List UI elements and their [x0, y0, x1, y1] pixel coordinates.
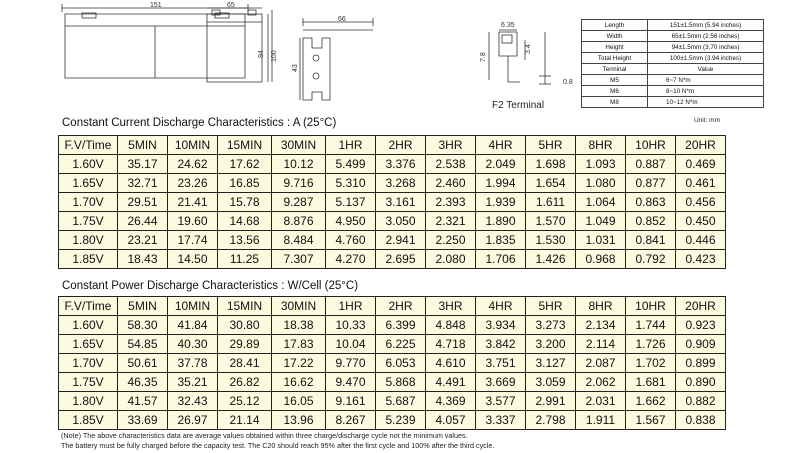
power-discharge-table	[58, 296, 726, 430]
unit-note: Unit: mm	[694, 117, 720, 124]
voltage-cell: 1.85V	[59, 411, 118, 430]
value-cell: 1.744	[626, 316, 676, 335]
table-header-row	[59, 297, 726, 316]
spec-value: 8~10 N*m	[648, 86, 764, 97]
spec-value: Value	[648, 64, 764, 75]
spec-value: 6~7 N*m	[648, 75, 764, 86]
value-cell: 0.469	[676, 155, 726, 174]
value-cell: 1.835	[476, 231, 526, 250]
value-cell: 3.268	[376, 174, 426, 193]
table-row	[59, 411, 726, 430]
value-cell: 1.706	[476, 250, 526, 269]
voltage-cell: 1.60V	[59, 316, 118, 335]
column-header: F.V/Time	[59, 297, 118, 316]
table-row	[59, 392, 726, 411]
f2-width-dim: 6.35	[501, 22, 515, 29]
spec-row	[582, 31, 764, 42]
value-cell: 3.127	[526, 354, 576, 373]
value-cell: 5.499	[326, 155, 376, 174]
f2-terminal-label: F2 Terminal	[492, 100, 545, 111]
value-cell: 0.838	[676, 411, 726, 430]
terminal-height-dim: 43	[292, 64, 299, 72]
value-cell: 1.570	[526, 212, 576, 231]
value-cell: 2.321	[426, 212, 476, 231]
current-discharge-title: Constant Current Discharge Characteristics : A (25°C)	[62, 117, 337, 129]
spec-value: 151±1.5mm (5.94 inches)	[648, 20, 764, 31]
spec-key: M5	[582, 75, 648, 86]
table-row	[59, 316, 726, 335]
value-cell: 16.62	[272, 373, 326, 392]
spec-key: Height	[582, 42, 648, 53]
column-header: 10HR	[626, 297, 676, 316]
column-header: 4HR	[476, 297, 526, 316]
value-cell: 21.41	[168, 193, 218, 212]
value-cell: 1.064	[576, 193, 626, 212]
value-cell: 7.307	[272, 250, 326, 269]
value-cell: 2.695	[376, 250, 426, 269]
value-cell: 5.687	[376, 392, 426, 411]
column-header: 30MIN	[272, 136, 326, 155]
value-cell: 41.57	[118, 392, 168, 411]
value-cell: 5.310	[326, 174, 376, 193]
current-discharge-table-body	[59, 136, 726, 269]
table-row	[59, 155, 726, 174]
value-cell: 2.080	[426, 250, 476, 269]
value-cell: 32.71	[118, 174, 168, 193]
spec-row	[582, 20, 764, 31]
table-row	[59, 250, 726, 269]
value-cell: 1.049	[576, 212, 626, 231]
value-cell: 3.273	[526, 316, 576, 335]
value-cell: 35.17	[118, 155, 168, 174]
terminal-row	[582, 97, 764, 108]
voltage-cell: 1.80V	[59, 392, 118, 411]
value-cell: 17.74	[168, 231, 218, 250]
value-cell: 5.137	[326, 193, 376, 212]
value-cell: 14.68	[218, 212, 272, 231]
table-header-row	[59, 136, 726, 155]
value-cell: 17.83	[272, 335, 326, 354]
notes	[61, 431, 494, 451]
value-cell: 5.239	[376, 411, 426, 430]
value-cell: 11.25	[218, 250, 272, 269]
value-cell: 2.250	[426, 231, 476, 250]
value-cell: 3.050	[376, 212, 426, 231]
value-cell: 1.911	[576, 411, 626, 430]
value-cell: 1.611	[526, 193, 576, 212]
value-cell: 4.491	[426, 373, 476, 392]
value-cell: 4.057	[426, 411, 476, 430]
table-row	[59, 231, 726, 250]
value-cell: 1.530	[526, 231, 576, 250]
value-cell: 2.087	[576, 354, 626, 373]
f2-tab-dim: 3.4	[525, 44, 532, 54]
value-cell: 2.114	[576, 335, 626, 354]
value-cell: 2.991	[526, 392, 576, 411]
value-cell: 2.798	[526, 411, 576, 430]
spec-row	[582, 42, 764, 53]
value-cell: 3.376	[376, 155, 426, 174]
value-cell: 26.44	[118, 212, 168, 231]
table-row	[59, 193, 726, 212]
value-cell: 1.994	[476, 174, 526, 193]
terminal-row	[582, 86, 764, 97]
value-cell: 0.899	[676, 354, 726, 373]
value-cell: 0.863	[626, 193, 676, 212]
spec-key: Length	[582, 20, 648, 31]
value-cell: 1.726	[626, 335, 676, 354]
spec-key: Width	[582, 31, 648, 42]
value-cell: 4.369	[426, 392, 476, 411]
column-header: 4HR	[476, 136, 526, 155]
power-discharge-table-body	[59, 297, 726, 430]
spec-value: 10~12 N*m	[648, 97, 764, 108]
column-header: 3HR	[426, 297, 476, 316]
note-line: The battery must be fully charged before the capacity test. The C20 should reach 95% after the first cycle and 100% after the third cycle.	[61, 441, 495, 450]
value-cell: 21.14	[218, 411, 272, 430]
value-cell: 0.909	[676, 335, 726, 354]
value-cell: 0.968	[576, 250, 626, 269]
value-cell: 2.460	[426, 174, 476, 193]
value-cell: 2.941	[376, 231, 426, 250]
value-cell: 3.577	[476, 392, 526, 411]
value-cell: 10.04	[326, 335, 376, 354]
value-cell: 23.21	[118, 231, 168, 250]
value-cell: 1.093	[576, 155, 626, 174]
value-cell: 18.43	[118, 250, 168, 269]
front-length-dim: 151	[150, 2, 162, 9]
specification-table	[581, 19, 764, 108]
value-cell: 2.062	[576, 373, 626, 392]
value-cell: 25.12	[218, 392, 272, 411]
value-cell: 23.26	[168, 174, 218, 193]
value-cell: 0.841	[626, 231, 676, 250]
value-cell: 8.484	[272, 231, 326, 250]
value-cell: 6.225	[376, 335, 426, 354]
value-cell: 2.538	[426, 155, 476, 174]
value-cell: 9.161	[326, 392, 376, 411]
value-cell: 46.35	[118, 373, 168, 392]
value-cell: 3.200	[526, 335, 576, 354]
value-cell: 10.33	[326, 316, 376, 335]
note-line: (Note) The above characteristics data are average values obtained within three charge/discharge cycle not the minimum values.	[61, 431, 468, 440]
value-cell: 40.30	[168, 335, 218, 354]
current-discharge-table	[58, 135, 726, 269]
value-cell: 0.456	[676, 193, 726, 212]
value-cell: 4.950	[326, 212, 376, 231]
voltage-cell: 1.80V	[59, 231, 118, 250]
value-cell: 1.702	[626, 354, 676, 373]
value-cell: 9.770	[326, 354, 376, 373]
column-header: 5MIN	[118, 136, 168, 155]
terminal-header-row	[582, 64, 764, 75]
value-cell: 3.161	[376, 193, 426, 212]
value-cell: 4.760	[326, 231, 376, 250]
value-cell: 8.876	[272, 212, 326, 231]
value-cell: 17.22	[272, 354, 326, 373]
value-cell: 3.669	[476, 373, 526, 392]
column-header: 20HR	[676, 297, 726, 316]
value-cell: 1.654	[526, 174, 576, 193]
spec-value: 65±1.5mm (2.56 inches)	[648, 31, 764, 42]
side-width-dim: 65	[227, 2, 235, 9]
value-cell: 2.134	[576, 316, 626, 335]
value-cell: 0.423	[676, 250, 726, 269]
column-header: 15MIN	[218, 136, 272, 155]
value-cell: 1.890	[476, 212, 526, 231]
value-cell: 9.716	[272, 174, 326, 193]
value-cell: 32.43	[168, 392, 218, 411]
value-cell: 17.62	[218, 155, 272, 174]
value-cell: 1.681	[626, 373, 676, 392]
value-cell: 14.50	[168, 250, 218, 269]
value-cell: 37.78	[168, 354, 218, 373]
column-header: 10HR	[626, 136, 676, 155]
value-cell: 1.939	[476, 193, 526, 212]
value-cell: 35.21	[168, 373, 218, 392]
column-header: 15MIN	[218, 297, 272, 316]
column-header: 5HR	[526, 297, 576, 316]
voltage-cell: 1.75V	[59, 212, 118, 231]
side-total-height-dim: 100	[271, 50, 278, 62]
voltage-cell: 1.75V	[59, 373, 118, 392]
column-header: 2HR	[376, 297, 426, 316]
column-header: 1HR	[326, 297, 376, 316]
voltage-cell: 1.60V	[59, 155, 118, 174]
column-header: 2HR	[376, 136, 426, 155]
value-cell: 16.05	[272, 392, 326, 411]
value-cell: 13.56	[218, 231, 272, 250]
value-cell: 3.337	[476, 411, 526, 430]
value-cell: 15.78	[218, 193, 272, 212]
value-cell: 8.267	[326, 411, 376, 430]
voltage-cell: 1.70V	[59, 354, 118, 373]
table-row	[59, 174, 726, 193]
voltage-cell: 1.70V	[59, 193, 118, 212]
column-header: 5MIN	[118, 297, 168, 316]
value-cell: 28.41	[218, 354, 272, 373]
specification-table-body	[582, 20, 764, 108]
table-row	[59, 354, 726, 373]
f2-thickness-dim: 0.8	[563, 79, 573, 86]
side-view-drawing	[207, 8, 272, 82]
voltage-cell: 1.85V	[59, 250, 118, 269]
column-header: 20HR	[676, 136, 726, 155]
value-cell: 24.62	[168, 155, 218, 174]
value-cell: 26.97	[168, 411, 218, 430]
value-cell: 0.882	[676, 392, 726, 411]
terminal-row	[582, 75, 764, 86]
value-cell: 0.890	[676, 373, 726, 392]
table-row	[59, 212, 726, 231]
voltage-cell: 1.65V	[59, 174, 118, 193]
column-header: 8HR	[576, 297, 626, 316]
value-cell: 9.287	[272, 193, 326, 212]
value-cell: 6.053	[376, 354, 426, 373]
value-cell: 26.82	[218, 373, 272, 392]
spec-value: 100±1.5mm (3.94 inches)	[648, 53, 764, 64]
value-cell: 3.934	[476, 316, 526, 335]
value-cell: 3.842	[476, 335, 526, 354]
value-cell: 5.868	[376, 373, 426, 392]
value-cell: 1.662	[626, 392, 676, 411]
value-cell: 4.718	[426, 335, 476, 354]
value-cell: 0.446	[676, 231, 726, 250]
value-cell: 2.049	[476, 155, 526, 174]
value-cell: 6.399	[376, 316, 426, 335]
side-height-dim: 94	[258, 50, 265, 58]
terminal-span-dim: 66	[338, 16, 346, 23]
column-header: 5HR	[526, 136, 576, 155]
value-cell: 1.080	[576, 174, 626, 193]
value-cell: 10.12	[272, 155, 326, 174]
value-cell: 4.270	[326, 250, 376, 269]
value-cell: 50.61	[118, 354, 168, 373]
column-header: F.V/Time	[59, 136, 118, 155]
spec-value: 94±1.5mm (3.70 inches)	[648, 42, 764, 53]
value-cell: 2.031	[576, 392, 626, 411]
column-header: 8HR	[576, 136, 626, 155]
column-header: 10MIN	[168, 297, 218, 316]
table-row	[59, 373, 726, 392]
column-header: 30MIN	[272, 297, 326, 316]
table-row	[59, 335, 726, 354]
f2-height-dim: 7.8	[480, 52, 487, 62]
value-cell: 9.470	[326, 373, 376, 392]
value-cell: 1.698	[526, 155, 576, 174]
value-cell: 0.887	[626, 155, 676, 174]
value-cell: 1.567	[626, 411, 676, 430]
value-cell: 1.031	[576, 231, 626, 250]
value-cell: 2.393	[426, 193, 476, 212]
value-cell: 3.059	[526, 373, 576, 392]
spec-row	[582, 53, 764, 64]
power-discharge-title: Constant Power Discharge Characteristics : W/Cell (25°C)	[62, 280, 359, 292]
value-cell: 30.80	[218, 316, 272, 335]
value-cell: 0.852	[626, 212, 676, 231]
value-cell: 0.461	[676, 174, 726, 193]
value-cell: 58.30	[118, 316, 168, 335]
value-cell: 4.610	[426, 354, 476, 373]
value-cell: 29.51	[118, 193, 168, 212]
spec-key: M6	[582, 86, 648, 97]
value-cell: 0.450	[676, 212, 726, 231]
value-cell: 0.877	[626, 174, 676, 193]
value-cell: 16.85	[218, 174, 272, 193]
column-header: 10MIN	[168, 136, 218, 155]
spec-key: Terminal	[582, 64, 648, 75]
spec-key: M8	[582, 97, 648, 108]
value-cell: 0.923	[676, 316, 726, 335]
f2-terminal-drawing	[489, 30, 551, 84]
value-cell: 18.38	[272, 316, 326, 335]
value-cell: 54.85	[118, 335, 168, 354]
value-cell: 33.69	[118, 411, 168, 430]
spec-key: Total Height	[582, 53, 648, 64]
value-cell: 3.751	[476, 354, 526, 373]
voltage-cell: 1.65V	[59, 335, 118, 354]
value-cell: 19.60	[168, 212, 218, 231]
value-cell: 4.848	[426, 316, 476, 335]
value-cell: 1.426	[526, 250, 576, 269]
column-header: 3HR	[426, 136, 476, 155]
value-cell: 41.84	[168, 316, 218, 335]
value-cell: 13.96	[272, 411, 326, 430]
value-cell: 29.89	[218, 335, 272, 354]
value-cell: 0.792	[626, 250, 676, 269]
terminal-detail-drawing	[300, 18, 373, 100]
column-header: 1HR	[326, 136, 376, 155]
